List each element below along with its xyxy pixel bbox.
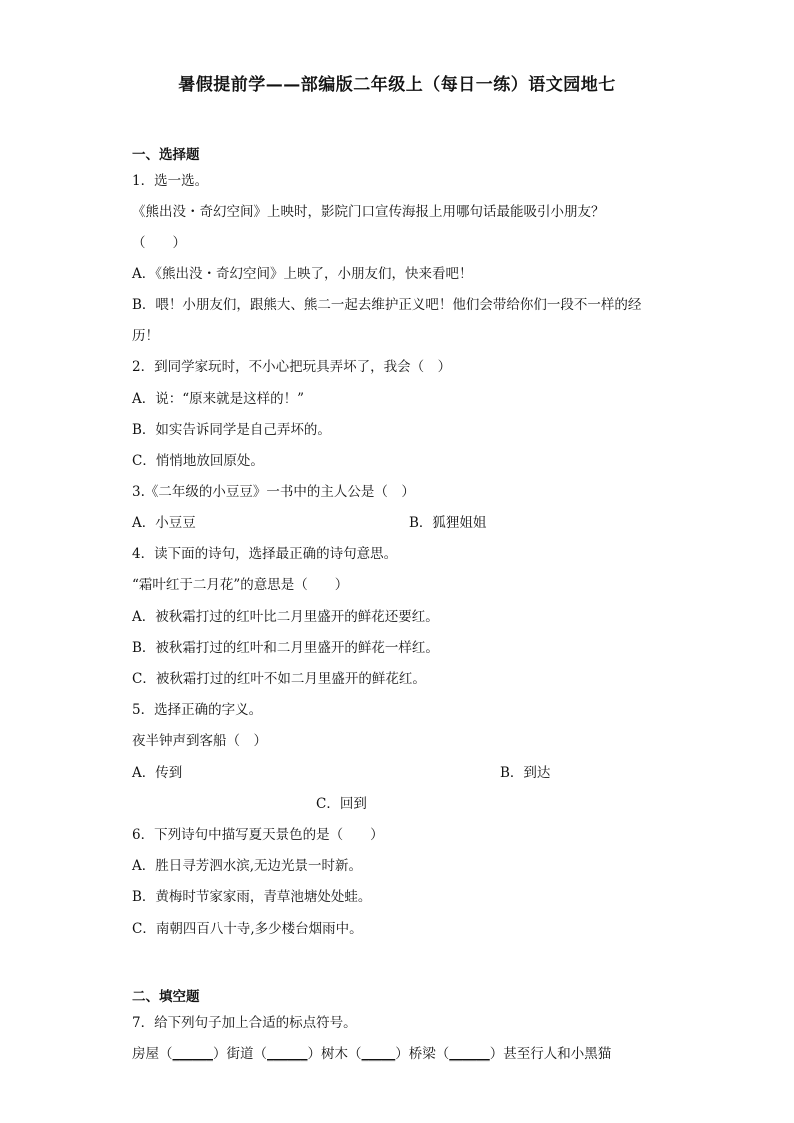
q3-option-b: B．狐狸姐姐 [409,515,487,531]
q5-stem: 5．选择正确的字义。 [132,702,263,718]
q7-blank-4[interactable]: ______ [449,1046,490,1062]
q4-option-c: C．被秋霜打过的红叶不如二月里盛开的鲜花红。 [132,671,426,687]
q7-word-2: ）街道（ [213,1046,267,1062]
q7-blank-1[interactable]: ______ [172,1046,213,1062]
q5-sub: 夜半钟声到客船（ ） [132,733,267,749]
q4-option-a: A．被秋霜打过的红叶比二月里盛开的鲜花还要红。 [132,609,439,625]
q6-option-a: A．胜日寻芳泗水滨,无边光景一时新。 [132,858,363,874]
q1-answer-paren: （ ） [132,235,186,251]
q7-sentence [132,1045,611,1063]
section-heading-choice: 一、选择题 [132,147,200,163]
section-heading-fill: 二、填空题 [132,989,200,1005]
q7-word-3: ）树木（ [307,1046,362,1062]
q7-blank-2[interactable]: ______ [267,1046,308,1062]
q5-option-b: B．到达 [500,765,551,781]
page-title: 暑假提前学——部编版二年级上（每日一练）语文园地七 [178,75,616,95]
q1-option-a: A．《熊出没・奇幻空间》上映了，小朋友们，快来看吧！ [132,266,473,282]
q2-option-c: C．悄悄地放回原处。 [132,453,264,469]
q6-option-b: B．黄梅时节家家雨，青草池塘处处蛙。 [132,889,372,905]
q7-word-5: ）甚至行人和小黑猫 [489,1046,612,1062]
q7-word-4: ）桥梁（ [395,1046,450,1062]
q4-stem: 4．读下面的诗句，选择最正确的诗句意思。 [132,546,398,562]
q5-option-c: C．回到 [316,796,367,812]
q4-sub: “霜叶红于二月花”的意思是（ ） [132,577,349,593]
q1-stem: 1．选一选。 [132,173,209,189]
q1-option-b: B．喂！小朋友们，跟熊大、熊二一起去维护正义吧！他们会带给你们一段不一样的经 [132,297,642,313]
q7-word-1: 房屋（ [132,1046,173,1062]
q6-stem: 6．下列诗句中描写夏天景色的是（ ） [132,827,384,843]
q2-option-b: B．如实告诉同学是自己弄坏的。 [132,422,331,438]
q3-option-a: A．小豆豆 [132,515,196,531]
q4-option-b: B．被秋霜打过的红叶和二月里盛开的鲜花一样红。 [132,640,439,656]
q2-option-a: A．说：“原来就是这样的！” [132,391,305,407]
q7-blank-3[interactable]: _____ [361,1046,396,1062]
q1-option-b-cont: 历！ [132,328,159,344]
q3-stem: 3.《二年级的小豆豆》一书中的主人公是（ ） [132,484,415,500]
q1-text: 《熊出没・奇幻空间》上映时，影院门口宣传海报上用哪句话最能吸引小朋友？ [132,204,605,220]
q2-stem: 2．到同学家玩时，不小心把玩具弄坏了，我会（ ） [132,359,452,375]
q5-option-a: A．传到 [132,765,183,781]
q6-option-c: C．南朝四百八十寺,多少楼台烟雨中。 [132,921,363,937]
q7-stem: 7．给下列句子加上合适的标点符号。 [132,1015,357,1031]
